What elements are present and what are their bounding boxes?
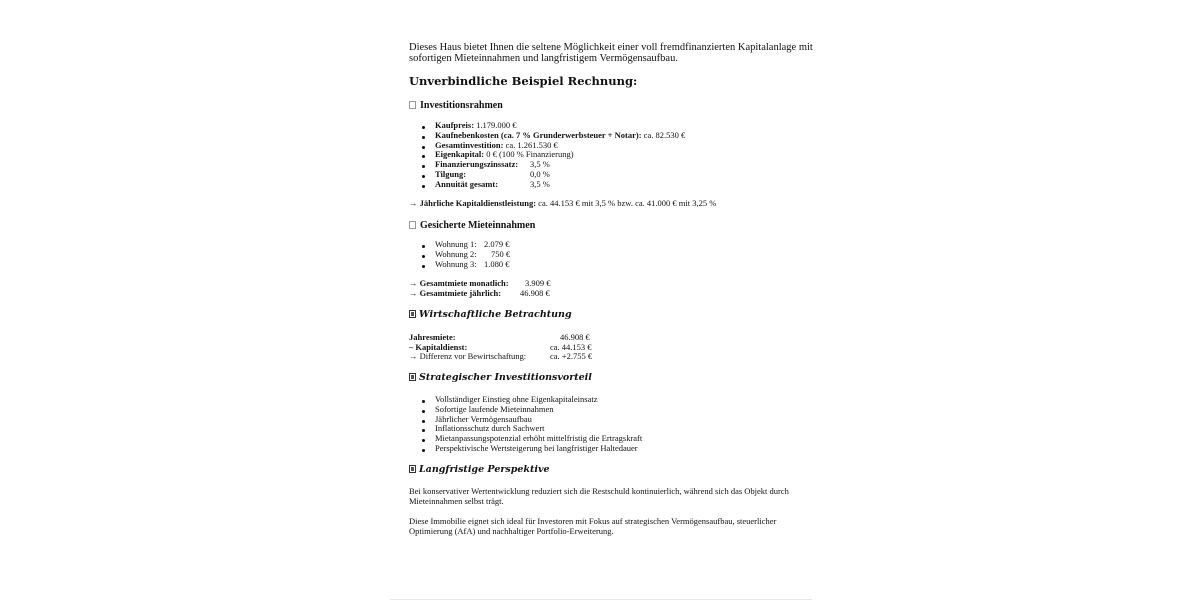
bullet-icon xyxy=(422,245,425,248)
intro-line-1: Dieses Haus bietet Ihnen die seltene Möglichkeit einer voll fremdfinanzierten Kapitalanlage mit xyxy=(409,42,813,53)
bullet-icon xyxy=(422,265,425,268)
section-heading-longterm: Langfristige Perspektive xyxy=(409,464,550,475)
bullet-icon xyxy=(422,175,425,178)
econ-row-label: – Kapitaldienst: xyxy=(409,342,468,352)
bullet-icon xyxy=(422,136,425,139)
econ-row-label: Jahresmiete: xyxy=(409,332,456,342)
invest-item: Kaufpreis: 1.179.000 € xyxy=(435,120,517,130)
longterm-paragraph-2-line-2: Optimierung (AfA) und nachhaltiger Portfolio-Erweiterung. xyxy=(409,526,614,536)
invest-item-value: 0,0 % xyxy=(530,169,550,179)
bullet-icon xyxy=(422,410,425,413)
bullet-icon xyxy=(422,255,425,258)
longterm-paragraph-1-line-1: Bei konservativer Wertentwicklung reduziert sich die Restschuld kontinuierlich, während sich das Objekt durch xyxy=(409,486,789,496)
rent-item-value: 1.080 € xyxy=(484,259,510,269)
invest-item: Finanzierungszinssatz: xyxy=(435,159,519,169)
rent-monthly-label: → Gesamtmiete monatlich: xyxy=(409,278,509,288)
rent-yearly-value: 46.908 € xyxy=(520,288,550,298)
rent-item-label: Wohnung 2: xyxy=(435,249,477,259)
invest-item-value: 3,5 % xyxy=(530,159,550,169)
bullet-icon xyxy=(422,146,425,149)
checkbox-icon xyxy=(409,221,416,229)
rent-item-value: 2.079 € xyxy=(484,239,510,249)
econ-row-label: → Differenz vor Bewirtschaftung: xyxy=(409,351,527,361)
bullet-icon xyxy=(422,400,425,403)
section-heading-economics: Wirtschaftliche Betrachtung xyxy=(409,309,572,320)
main-title: Unverbindliche Beispiel Rechnung: xyxy=(409,74,638,88)
bullet-icon xyxy=(422,439,425,442)
bullet-icon xyxy=(422,449,425,452)
section-heading-rent: Gesicherte Mieteinnahmen xyxy=(409,220,535,231)
invest-item: Annuität gesamt: xyxy=(435,179,499,189)
invest-item: Eigenkapital: 0 € (100 % Finanzierung) xyxy=(435,149,574,159)
bullet-icon xyxy=(422,165,425,168)
econ-row-value: ca. 44.153 € xyxy=(550,342,592,352)
rent-yearly-label: → Gesamtmiete jährlich: xyxy=(409,288,502,298)
section-heading-invest: Investitionsrahmen xyxy=(409,100,503,111)
target-icon xyxy=(409,373,416,381)
bullet-icon xyxy=(422,155,425,158)
econ-row-value: ca. +2.755 € xyxy=(550,351,593,361)
bullet-icon xyxy=(422,429,425,432)
strategy-item: Vollständiger Einstieg ohne Eigenkapitaleinsatz xyxy=(435,394,598,404)
longterm-paragraph-2-line-1: Diese Immobilie eignet sich ideal für Investoren mit Fokus auf strategischen Vermögensaufbau, steuerlicher xyxy=(409,516,777,526)
bullet-icon xyxy=(422,420,425,423)
invest-item: Tilgung: xyxy=(435,169,467,179)
strategy-item: Sofortige laufende Mieteinnahmen xyxy=(435,404,554,414)
section-heading-strategy: Strategischer Investitionsvorteil xyxy=(409,372,592,383)
invest-item: Gesamtinvestition: ca. 1.261.530 € xyxy=(435,140,558,150)
invest-summary: → Jährliche Kapitaldienstleistung: ca. 44.153 € mit 3,5 % bzw. ca. 41.000 € mit 3,25 % xyxy=(409,198,717,208)
rent-item-value: 750 € xyxy=(491,249,511,259)
checkbox-icon xyxy=(409,101,416,109)
strategy-item: Inflationsschutz durch Sachwert xyxy=(435,423,545,433)
econ-row-value: 46.908 € xyxy=(560,332,590,342)
bullet-icon xyxy=(422,126,425,129)
strategy-item: Mietanpassungspotenzial erhöht mittelfristig die Ertragskraft xyxy=(435,433,643,443)
chart-icon xyxy=(409,310,416,318)
rent-item-label: Wohnung 3: xyxy=(435,259,477,269)
longterm-paragraph-1-line-2: Mieteinnahmen selbst trägt. xyxy=(409,496,504,506)
rent-item-label: Wohnung 1: xyxy=(435,239,477,249)
strategy-item: Perspektivische Wertsteigerung bei langfristiger Haltedauer xyxy=(435,443,638,453)
invest-item-value: 3,5 % xyxy=(530,179,550,189)
strategy-item: Jährlicher Vermögensaufbau xyxy=(435,414,532,424)
bullet-icon xyxy=(422,185,425,188)
intro-line-2: sofortigen Mieteinnahmen und langfristigem Vermögensaufbau. xyxy=(409,53,678,64)
rent-monthly-value: 3.909 € xyxy=(525,278,551,288)
trend-icon xyxy=(409,465,416,473)
invest-item: Kaufnebenkosten (ca. 7 % Grunderwerbsteuer + Notar): ca. 82.530 € xyxy=(435,130,686,140)
